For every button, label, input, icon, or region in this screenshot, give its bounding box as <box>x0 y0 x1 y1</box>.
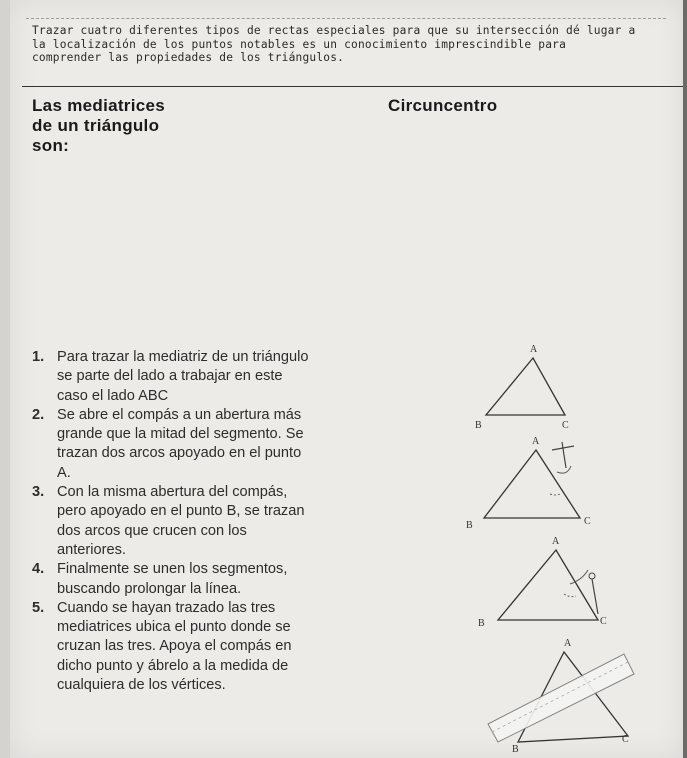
vertex-c-label: C <box>622 734 629 745</box>
vertex-b-label: B <box>475 420 482 431</box>
vertex-a-label: A <box>552 536 560 547</box>
compass-arc <box>550 494 560 495</box>
vertex-b-label: B <box>478 618 485 629</box>
compass-arc <box>557 466 571 473</box>
compass-leg <box>562 442 566 468</box>
top-divider <box>26 18 666 19</box>
step-number: 4. <box>32 561 45 578</box>
step-text: Con la misma abertura del compás, pero apoyado en el punto B, se trazan dos arcos que crucen con los anteriores. <box>57 484 305 558</box>
step-item <box>32 560 377 599</box>
steps-list <box>32 348 377 695</box>
triangle-figure-4 <box>478 632 643 758</box>
vertex-a-label: A <box>564 638 572 649</box>
step-text: Para trazar la mediatriz de un triángulo se parte del lado a trabajar en este caso el lado ABC <box>57 349 309 404</box>
step-number: 2. <box>32 406 45 423</box>
step-item <box>32 406 377 483</box>
compass-arc <box>564 594 576 597</box>
vertex-a-label: A <box>532 436 540 447</box>
step-number: 5. <box>32 599 45 616</box>
step-text: Cuando se hayan trazado las tres mediatrices ubica el punto donde se cruzan las tres. Apoya el compás en dicho punto y ábrelo a la medida de cualquiera de los vértices. <box>57 599 292 694</box>
intro-paragraph: Trazar cuatro diferentes tipos de rectas especiales para que su intersección dé lugar a la localización de los puntos notables es un conocimiento imprescindible para comprender las propiedades de los triángulos. <box>32 24 636 64</box>
step-number: 1. <box>32 349 45 365</box>
step-item <box>32 483 377 560</box>
step-item <box>32 599 377 695</box>
ruler-icon <box>488 654 634 742</box>
triangle-figure-1 <box>470 338 580 433</box>
triangle-shape <box>486 358 565 415</box>
table-top-rule <box>22 86 684 87</box>
page-edge <box>683 0 687 758</box>
vertex-c-label: C <box>562 420 569 431</box>
vertex-b-label: B <box>512 744 519 755</box>
step-item <box>32 348 377 406</box>
vertex-b-label: B <box>466 520 473 531</box>
triangle-figure-2 <box>462 432 602 537</box>
triangle-shape <box>484 450 580 518</box>
heading-mediatrices: Las mediatrices de un triángulo son: <box>32 96 166 155</box>
heading-circuncentro: Circuncentro <box>388 96 498 115</box>
step-text: Finalmente se unen los segmentos, buscando prolongar la línea. <box>57 561 288 597</box>
step-number: 3. <box>32 484 45 501</box>
step-text: Se abre el compás a un abertura más grande que la mitad del segmento. Se trazan dos arcos apoyado en el punto A. <box>57 406 304 481</box>
vertex-c-label: C <box>600 616 607 627</box>
compass-leg <box>592 579 598 614</box>
triangle-figure-3 <box>472 534 612 634</box>
triangle-shape <box>498 550 598 620</box>
vertex-c-label: C <box>584 516 591 527</box>
compass-icon <box>589 573 595 579</box>
vertex-a-label: A <box>530 344 538 355</box>
